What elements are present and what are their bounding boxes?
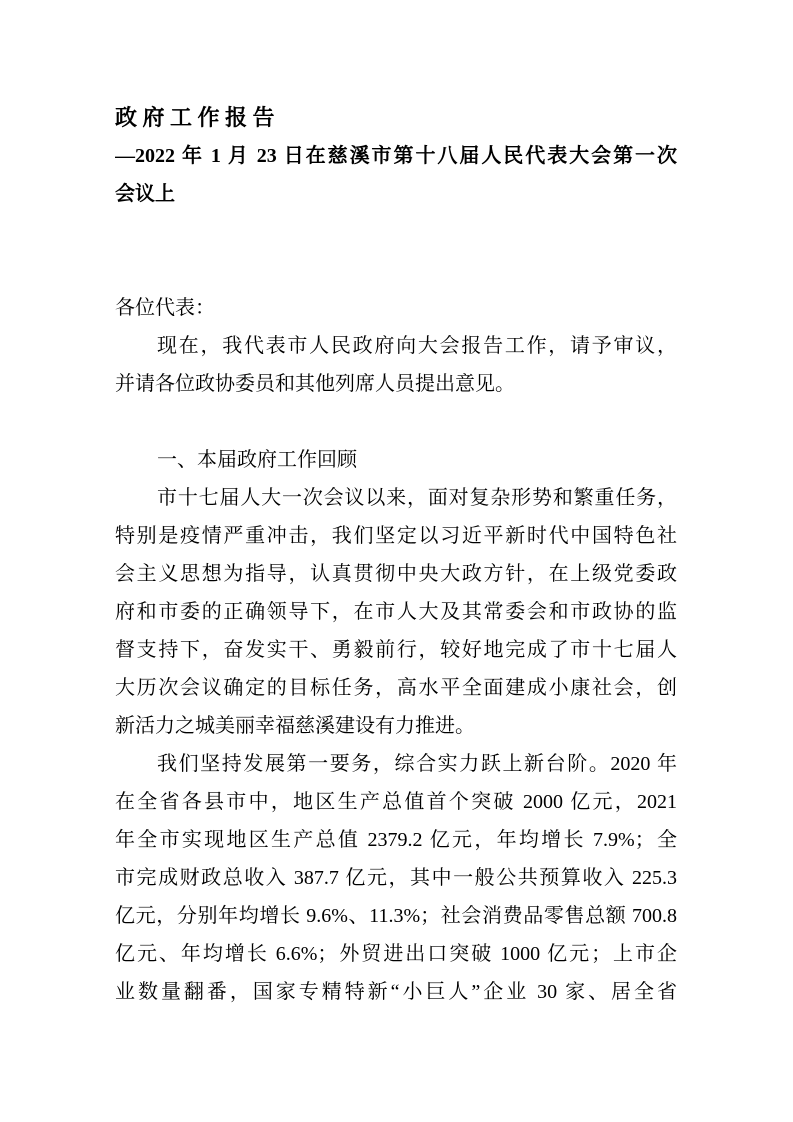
para-2-line-5: 亿元，分别年均增长 9.6%、11.3%；社会消费品零售总额 700.8 bbox=[115, 905, 677, 927]
vertical-spacer bbox=[115, 213, 677, 289]
intro-line-1: 现在，我代表市人民政府向大会报告工作，请予审议， bbox=[157, 335, 677, 357]
para-1-line-3: 会主义思想为指导，认真贯彻中央大政方针，在上级党委政 bbox=[115, 563, 677, 585]
para-2-line-4: 市完成财政总收入 387.7 亿元，其中一般公共预算收入 225.3 bbox=[115, 867, 677, 889]
vertical-spacer bbox=[115, 403, 677, 441]
document-title: 政 府 工 作 报 告 bbox=[115, 105, 275, 130]
section-1-heading: 一、本届政府工作回顾 bbox=[157, 449, 357, 471]
para-2-line-6: 亿元、年均增长 6.6%；外贸进出口突破 1000 亿元；上市企 bbox=[115, 943, 677, 965]
document-subtitle-line-1: —2022 年 1 月 23 日在慈溪市第十八届人民代表大会第一次 bbox=[115, 145, 677, 167]
para-2-line-7: 业数量翻番，国家专精特新“小巨人”企业 30 家、居全省 bbox=[115, 981, 677, 1003]
para-1-line-6: 大历次会议确定的目标任务，高水平全面建成小康社会，创 bbox=[115, 677, 677, 699]
para-2-line-1: 我们坚持发展第一要务，综合实力跃上新台阶。2020 年 bbox=[157, 753, 677, 775]
para-1-line-5: 督支持下，奋发实干、勇毅前行，较好地完成了市十七届人 bbox=[115, 639, 677, 661]
para-1-line-2: 特别是疫情严重冲击，我们坚定以习近平新时代中国特色社 bbox=[115, 525, 677, 547]
para-1-line-7: 新活力之城美丽幸福慈溪建设有力推进。 bbox=[115, 715, 475, 737]
para-1-line-4: 府和市委的正确领导下，在市人大及其常委会和市政协的监 bbox=[115, 601, 677, 623]
intro-line-2: 并请各位政协委员和其他列席人员提出意见。 bbox=[115, 373, 515, 395]
para-2-line-3: 年全市实现地区生产总值 2379.2 亿元，年均增长 7.9%；全 bbox=[115, 829, 677, 851]
para-1-line-1: 市十七届人大一次会议以来，面对复杂形势和繁重任务， bbox=[157, 487, 677, 509]
document-subtitle-line-2: 会议上 bbox=[115, 183, 175, 205]
document-content bbox=[115, 99, 677, 1011]
salutation: 各位代表： bbox=[115, 297, 215, 319]
para-2-line-2: 在全省各县市中，地区生产总值首个突破 2000 亿元，2021 bbox=[115, 791, 677, 813]
